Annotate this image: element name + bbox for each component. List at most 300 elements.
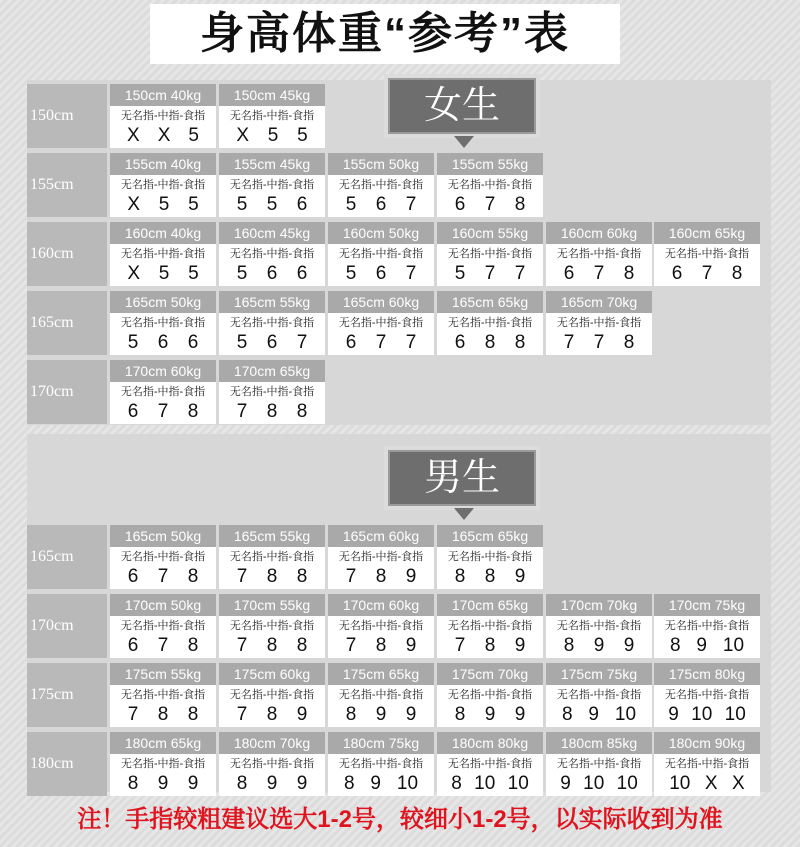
- finger-order-label: 无名指-中指-食指: [120, 689, 206, 701]
- ring-size-value: 7: [157, 401, 169, 422]
- ring-size-value: 9: [696, 635, 707, 656]
- cell-header: 180cm 75kg: [328, 732, 434, 754]
- ring-size-value: 5: [267, 125, 279, 146]
- cell-header: 180cm 90kg: [654, 732, 760, 754]
- size-cell: [110, 594, 216, 658]
- ring-sizes: [110, 402, 216, 422]
- ring-sizes: [546, 636, 652, 656]
- finger-order-label: 无名指-中指-食指: [447, 179, 533, 191]
- size-cell: [328, 153, 434, 217]
- ring-size-value: 5: [297, 125, 308, 146]
- ring-size-value: 9: [514, 635, 526, 656]
- ring-size-value: 5: [158, 194, 170, 215]
- finger-order-label: 无名指-中指-食指: [447, 758, 533, 770]
- ring-sizes: [437, 195, 543, 215]
- cell-header: 155cm 45kg: [219, 153, 325, 175]
- cell-header: 165cm 50kg: [110, 291, 216, 313]
- ring-size-value: 7: [157, 635, 169, 656]
- finger-order-label: 无名指-中指-食指: [447, 689, 533, 701]
- ring-size-value: 9: [405, 566, 417, 587]
- ring-size-value: 5: [236, 263, 248, 284]
- ring-sizes: [110, 333, 216, 353]
- ring-size-value: 5: [345, 263, 357, 284]
- ring-size-value: 6: [375, 194, 387, 215]
- size-cell: [219, 84, 325, 148]
- cell-header: 160cm 60kg: [546, 222, 652, 244]
- finger-order-label: 无名指-中指-食指: [120, 620, 206, 632]
- ring-size-value: 7: [484, 194, 496, 215]
- ring-sizes: [328, 195, 434, 215]
- ring-size-value: 6: [296, 194, 308, 215]
- finger-order-label: 无名指-中指-食指: [338, 317, 424, 329]
- finger-order-label: 无名指-中指-食指: [120, 317, 206, 329]
- ring-size-value: 8: [296, 401, 308, 422]
- cell-header: 175cm 75kg: [546, 663, 652, 685]
- size-cell: [437, 525, 543, 589]
- size-cell: [437, 663, 543, 727]
- size-cell: [437, 291, 543, 355]
- ring-size-value: 8: [623, 332, 635, 353]
- ring-size-value: 10: [474, 773, 496, 794]
- ring-size-value: 6: [454, 332, 466, 353]
- cell-header: 160cm 55kg: [437, 222, 543, 244]
- cell-header: 175cm 65kg: [328, 663, 434, 685]
- ring-size-value: 10: [669, 773, 691, 794]
- finger-order-label: 无名指-中指-食指: [229, 551, 315, 563]
- cell-header: 155cm 55kg: [437, 153, 543, 175]
- ring-size-value: 9: [623, 635, 635, 656]
- ring-sizes: [654, 774, 760, 794]
- cell-header: 170cm 60kg: [110, 360, 216, 382]
- size-cell: [110, 84, 216, 148]
- ring-size-value: 6: [454, 194, 466, 215]
- cell-header: 160cm 45kg: [219, 222, 325, 244]
- size-cell: [219, 732, 325, 796]
- cell-header: 165cm 70kg: [546, 291, 652, 313]
- ring-size-value: 9: [484, 704, 496, 725]
- finger-order-label: 无名指-中指-食指: [556, 689, 642, 701]
- cell-header: 165cm 55kg: [219, 525, 325, 547]
- finger-order-label: 无名指-中指-食指: [229, 689, 315, 701]
- ring-size-value: 9: [514, 704, 526, 725]
- row-height-label: 170cm: [27, 594, 107, 658]
- size-cell: [546, 732, 652, 796]
- size-cell: [328, 732, 434, 796]
- ring-size-value: 8: [375, 635, 387, 656]
- size-cell: [219, 360, 325, 424]
- size-cell: [654, 732, 760, 796]
- ring-size-value: 5: [188, 194, 199, 215]
- ring-size-value: X: [127, 194, 141, 215]
- ring-size-value: 7: [375, 332, 387, 353]
- cell-header: 180cm 80kg: [437, 732, 543, 754]
- cell-header: 170cm 60kg: [328, 594, 434, 616]
- ring-sizes: [219, 333, 325, 353]
- ring-size-value: 9: [266, 773, 278, 794]
- finger-order-label: 无名指-中指-食指: [447, 551, 533, 563]
- ring-size-value: X: [127, 125, 140, 146]
- ring-size-value: 9: [405, 704, 417, 725]
- ring-size-value: 7: [236, 401, 248, 422]
- ring-size-value: 8: [561, 704, 573, 725]
- ring-size-value: X: [704, 773, 718, 794]
- ring-size-value: 10: [724, 704, 746, 725]
- ring-size-value: 9: [296, 773, 308, 794]
- male-badge: [384, 446, 540, 510]
- ring-sizes: [219, 195, 325, 215]
- ring-size-value: 6: [127, 635, 139, 656]
- cell-header: 155cm 50kg: [328, 153, 434, 175]
- ring-sizes: [328, 636, 434, 656]
- ring-size-value: 8: [451, 773, 462, 794]
- ring-sizes: [110, 705, 216, 725]
- size-cell: [328, 222, 434, 286]
- ring-size-value: 9: [157, 773, 169, 794]
- ring-size-value: 8: [669, 635, 681, 656]
- ring-size-value: 7: [345, 635, 357, 656]
- cell-header: 160cm 65kg: [654, 222, 760, 244]
- finger-order-label: 无名指-中指-食指: [229, 620, 315, 632]
- ring-size-value: X: [127, 263, 141, 284]
- ring-size-value: 7: [454, 635, 466, 656]
- male-badge-label: 男生: [423, 457, 500, 499]
- cell-header: 170cm 70kg: [546, 594, 652, 616]
- ring-size-value: 7: [563, 332, 575, 353]
- size-cell: [328, 291, 434, 355]
- ring-size-value: 8: [731, 263, 743, 284]
- cell-header: 150cm 40kg: [110, 84, 216, 106]
- cell-header: 180cm 70kg: [219, 732, 325, 754]
- ring-size-value: 8: [514, 332, 526, 353]
- page-title: 身高体重“参考”表: [150, 4, 620, 64]
- row-height-label: 160cm: [27, 222, 107, 286]
- ring-size-value: 9: [593, 635, 605, 656]
- ring-size-value: 5: [158, 263, 170, 284]
- cell-header: 175cm 70kg: [437, 663, 543, 685]
- row-height-label: 175cm: [27, 663, 107, 727]
- ring-sizes: [437, 705, 543, 725]
- finger-order-label: 无名指-中指-食指: [556, 758, 642, 770]
- ring-sizes: [110, 636, 216, 656]
- ring-size-value: 7: [701, 263, 713, 284]
- ring-size-value: 9: [668, 704, 679, 725]
- ring-size-value: 8: [484, 566, 496, 587]
- size-cell: [110, 732, 216, 796]
- size-cell: [328, 525, 434, 589]
- row-height-label: 155cm: [27, 153, 107, 217]
- finger-order-label: 无名指-中指-食指: [229, 317, 315, 329]
- size-cell: [654, 222, 760, 286]
- ring-size-value: X: [236, 125, 250, 146]
- finger-order-label: 无名指-中指-食指: [338, 758, 424, 770]
- ring-size-value: 9: [296, 704, 308, 725]
- badge-pointer-icon: [454, 508, 474, 520]
- finger-order-label: 无名指-中指-食指: [120, 758, 206, 770]
- ring-size-value: 6: [563, 263, 575, 284]
- ring-size-value: 8: [266, 704, 278, 725]
- ring-size-value: 8: [157, 704, 169, 725]
- ring-sizes: [437, 636, 543, 656]
- ring-size-value: 8: [296, 635, 308, 656]
- cell-header: 170cm 75kg: [654, 594, 760, 616]
- ring-size-value: 9: [187, 773, 199, 794]
- ring-size-value: 5: [236, 332, 248, 353]
- size-cell: [110, 222, 216, 286]
- ring-size-value: 10: [507, 773, 529, 794]
- cell-header: 155cm 40kg: [110, 153, 216, 175]
- ring-size-value: 8: [454, 704, 466, 725]
- cell-header: 180cm 85kg: [546, 732, 652, 754]
- cell-header: 160cm 50kg: [328, 222, 434, 244]
- row-height-label: 165cm: [27, 291, 107, 355]
- ring-sizes: [328, 264, 434, 284]
- finger-order-label: 无名指-中指-食指: [229, 758, 315, 770]
- ring-sizes: [328, 333, 434, 353]
- size-cell: [437, 732, 543, 796]
- ring-sizes: [328, 705, 434, 725]
- finger-order-label: 无名指-中指-食指: [338, 620, 424, 632]
- ring-size-value: 6: [345, 332, 357, 353]
- ring-size-value: 8: [127, 773, 139, 794]
- ring-size-value: 8: [266, 566, 278, 587]
- ring-size-value: 6: [127, 566, 139, 587]
- ring-size-value: X: [157, 125, 171, 146]
- ring-size-value: 8: [266, 635, 278, 656]
- row-height-label: 150cm: [27, 84, 107, 148]
- ring-size-value: 8: [484, 635, 496, 656]
- finger-order-label: 无名指-中指-食指: [338, 551, 424, 563]
- finger-order-label: 无名指-中指-食指: [447, 317, 533, 329]
- sizing-note: 注！手指较粗建议选大1-2号，较细小1-2号，以实际收到为准: [77, 806, 723, 833]
- ring-size-value: 5: [127, 332, 139, 353]
- ring-size-value: 6: [375, 263, 387, 284]
- ring-size-value: 6: [671, 263, 683, 284]
- ring-size-value: 9: [375, 704, 387, 725]
- ring-sizes: [546, 774, 652, 794]
- ring-sizes: [654, 264, 760, 284]
- ring-sizes: [219, 264, 325, 284]
- ring-size-value: 8: [187, 401, 199, 422]
- ring-sizes: [110, 567, 216, 587]
- finger-order-label: 无名指-中指-食指: [556, 248, 642, 260]
- ring-sizes: [219, 402, 325, 422]
- finger-order-label: 无名指-中指-食指: [447, 248, 533, 260]
- size-cell: [546, 222, 652, 286]
- ring-size-value: 10: [396, 773, 419, 794]
- ring-size-value: 9: [560, 773, 571, 794]
- size-cell: [654, 594, 760, 658]
- ring-size-value: 10: [583, 773, 605, 794]
- finger-order-label: 无名指-中指-食指: [120, 179, 206, 191]
- ring-size-value: 8: [187, 635, 199, 656]
- cell-header: 170cm 55kg: [219, 594, 325, 616]
- row-height-label: 180cm: [27, 732, 107, 796]
- ring-size-value: 7: [405, 194, 417, 215]
- size-cell: [654, 663, 760, 727]
- cell-header: 175cm 60kg: [219, 663, 325, 685]
- ring-size-value: 8: [454, 566, 466, 587]
- ring-size-value: 5: [188, 263, 199, 284]
- size-cell: [110, 525, 216, 589]
- ring-sizes: [546, 333, 652, 353]
- ring-size-value: 7: [236, 566, 248, 587]
- size-cell: [328, 594, 434, 658]
- finger-order-label: 无名指-中指-食指: [120, 386, 206, 398]
- size-cell: [219, 153, 325, 217]
- ring-sizes: [546, 264, 652, 284]
- cell-header: 180cm 65kg: [110, 732, 216, 754]
- ring-size-value: 8: [187, 704, 199, 725]
- size-cell: [110, 291, 216, 355]
- finger-order-label: 无名指-中指-食指: [120, 551, 206, 563]
- ring-size-value: 7: [405, 263, 417, 284]
- cell-header: 165cm 60kg: [328, 525, 434, 547]
- size-cell: [219, 663, 325, 727]
- finger-order-label: 无名指-中指-食指: [229, 386, 315, 398]
- finger-order-label: 无名指-中指-食指: [229, 248, 315, 260]
- finger-order-label: 无名指-中指-食指: [447, 620, 533, 632]
- ring-size-value: 8: [187, 566, 199, 587]
- finger-order-label: 无名指-中指-食指: [338, 248, 424, 260]
- finger-order-label: 无名指-中指-食指: [338, 179, 424, 191]
- size-cell: [437, 222, 543, 286]
- ring-size-value: 6: [296, 263, 308, 284]
- ring-size-value: 9: [370, 773, 381, 794]
- cell-header: 165cm 65kg: [437, 291, 543, 313]
- cell-header: 165cm 50kg: [110, 525, 216, 547]
- ring-sizes: [219, 126, 325, 146]
- finger-order-label: 无名指-中指-食指: [664, 248, 750, 260]
- ring-sizes: [110, 195, 216, 215]
- ring-size-value: 5: [236, 194, 248, 215]
- ring-sizes: [219, 636, 325, 656]
- cell-header: 165cm 55kg: [219, 291, 325, 313]
- size-cell: [219, 594, 325, 658]
- ring-size-value: 7: [345, 566, 357, 587]
- ring-size-value: 7: [514, 263, 526, 284]
- size-cell: [219, 291, 325, 355]
- ring-size-value: 7: [236, 635, 248, 656]
- size-cell: [219, 525, 325, 589]
- ring-sizes: [546, 705, 652, 725]
- finger-order-label: 无名指-中指-食指: [229, 110, 315, 122]
- cell-header: 170cm 50kg: [110, 594, 216, 616]
- ring-size-value: 8: [623, 263, 635, 284]
- ring-size-value: 6: [266, 332, 278, 353]
- ring-sizes: [219, 774, 325, 794]
- row-height-label: 170cm: [27, 360, 107, 424]
- ring-sizes: [110, 126, 216, 146]
- badge-pointer-icon: [454, 136, 474, 148]
- finger-order-label: 无名指-中指-食指: [664, 689, 750, 701]
- female-badge: [384, 74, 540, 138]
- female-badge-label: 女生: [423, 85, 500, 127]
- size-cell: [437, 153, 543, 217]
- finger-order-label: 无名指-中指-食指: [120, 248, 206, 260]
- ring-sizes: [219, 705, 325, 725]
- ring-size-value: 5: [188, 125, 199, 146]
- ring-size-value: 10: [722, 635, 745, 656]
- ring-size-value: 8: [514, 194, 526, 215]
- ring-size-value: 9: [588, 704, 599, 725]
- ring-size-value: 5: [345, 194, 357, 215]
- ring-size-value: 7: [157, 566, 169, 587]
- ring-sizes: [328, 774, 434, 794]
- ring-sizes: [654, 636, 760, 656]
- ring-sizes: [437, 567, 543, 587]
- ring-size-value: 6: [127, 401, 139, 422]
- ring-size-value: 8: [484, 332, 496, 353]
- ring-size-value: 5: [266, 194, 278, 215]
- cell-header: 165cm 65kg: [437, 525, 543, 547]
- ring-size-value: 10: [614, 704, 637, 725]
- ring-size-value: 9: [405, 635, 417, 656]
- ring-size-value: 6: [157, 332, 169, 353]
- cell-header: 165cm 60kg: [328, 291, 434, 313]
- ring-size-value: 8: [236, 773, 248, 794]
- finger-order-label: 无名指-中指-食指: [338, 689, 424, 701]
- cell-header: 175cm 55kg: [110, 663, 216, 685]
- ring-sizes: [328, 567, 434, 587]
- ring-size-value: 8: [343, 773, 355, 794]
- size-cell: [546, 594, 652, 658]
- ring-size-value: 10: [616, 773, 638, 794]
- ring-size-value: 8: [563, 635, 575, 656]
- ring-size-value: 7: [127, 704, 139, 725]
- ring-size-value: 8: [266, 401, 278, 422]
- ring-sizes: [110, 264, 216, 284]
- ring-size-value: 7: [593, 263, 605, 284]
- cell-header: 170cm 65kg: [219, 360, 325, 382]
- ring-size-value: 6: [187, 332, 199, 353]
- finger-order-label: 无名指-中指-食指: [556, 317, 642, 329]
- cell-header: 175cm 80kg: [654, 663, 760, 685]
- ring-sizes: [110, 774, 216, 794]
- ring-size-value: 7: [236, 704, 248, 725]
- cell-header: 170cm 65kg: [437, 594, 543, 616]
- size-cell: [546, 291, 652, 355]
- ring-size-value: 7: [405, 332, 417, 353]
- size-cell: [546, 663, 652, 727]
- ring-size-value: X: [732, 773, 745, 794]
- row-height-label: 165cm: [27, 525, 107, 589]
- finger-order-label: 无名指-中指-食指: [664, 758, 750, 770]
- ring-sizes: [654, 705, 760, 725]
- size-cell: [328, 663, 434, 727]
- ring-size-value: 7: [593, 332, 605, 353]
- ring-size-value: 8: [375, 566, 387, 587]
- finger-order-label: 无名指-中指-食指: [120, 110, 206, 122]
- ring-size-value: 6: [266, 263, 278, 284]
- ring-size-value: 5: [454, 263, 466, 284]
- ring-sizes: [437, 774, 543, 794]
- cell-header: 150cm 45kg: [219, 84, 325, 106]
- ring-size-value: 8: [296, 566, 308, 587]
- cell-header: 160cm 40kg: [110, 222, 216, 244]
- ring-size-value: 8: [345, 704, 357, 725]
- ring-sizes: [437, 333, 543, 353]
- size-cell: [110, 663, 216, 727]
- size-cell: [110, 153, 216, 217]
- ring-size-value: 7: [296, 332, 308, 353]
- finger-order-label: 无名指-中指-食指: [229, 179, 315, 191]
- ring-size-value: 7: [484, 263, 496, 284]
- finger-order-label: 无名指-中指-食指: [664, 620, 750, 632]
- size-cell: [110, 360, 216, 424]
- finger-order-label: 无名指-中指-食指: [556, 620, 642, 632]
- size-cell: [219, 222, 325, 286]
- ring-size-value: 10: [691, 704, 713, 725]
